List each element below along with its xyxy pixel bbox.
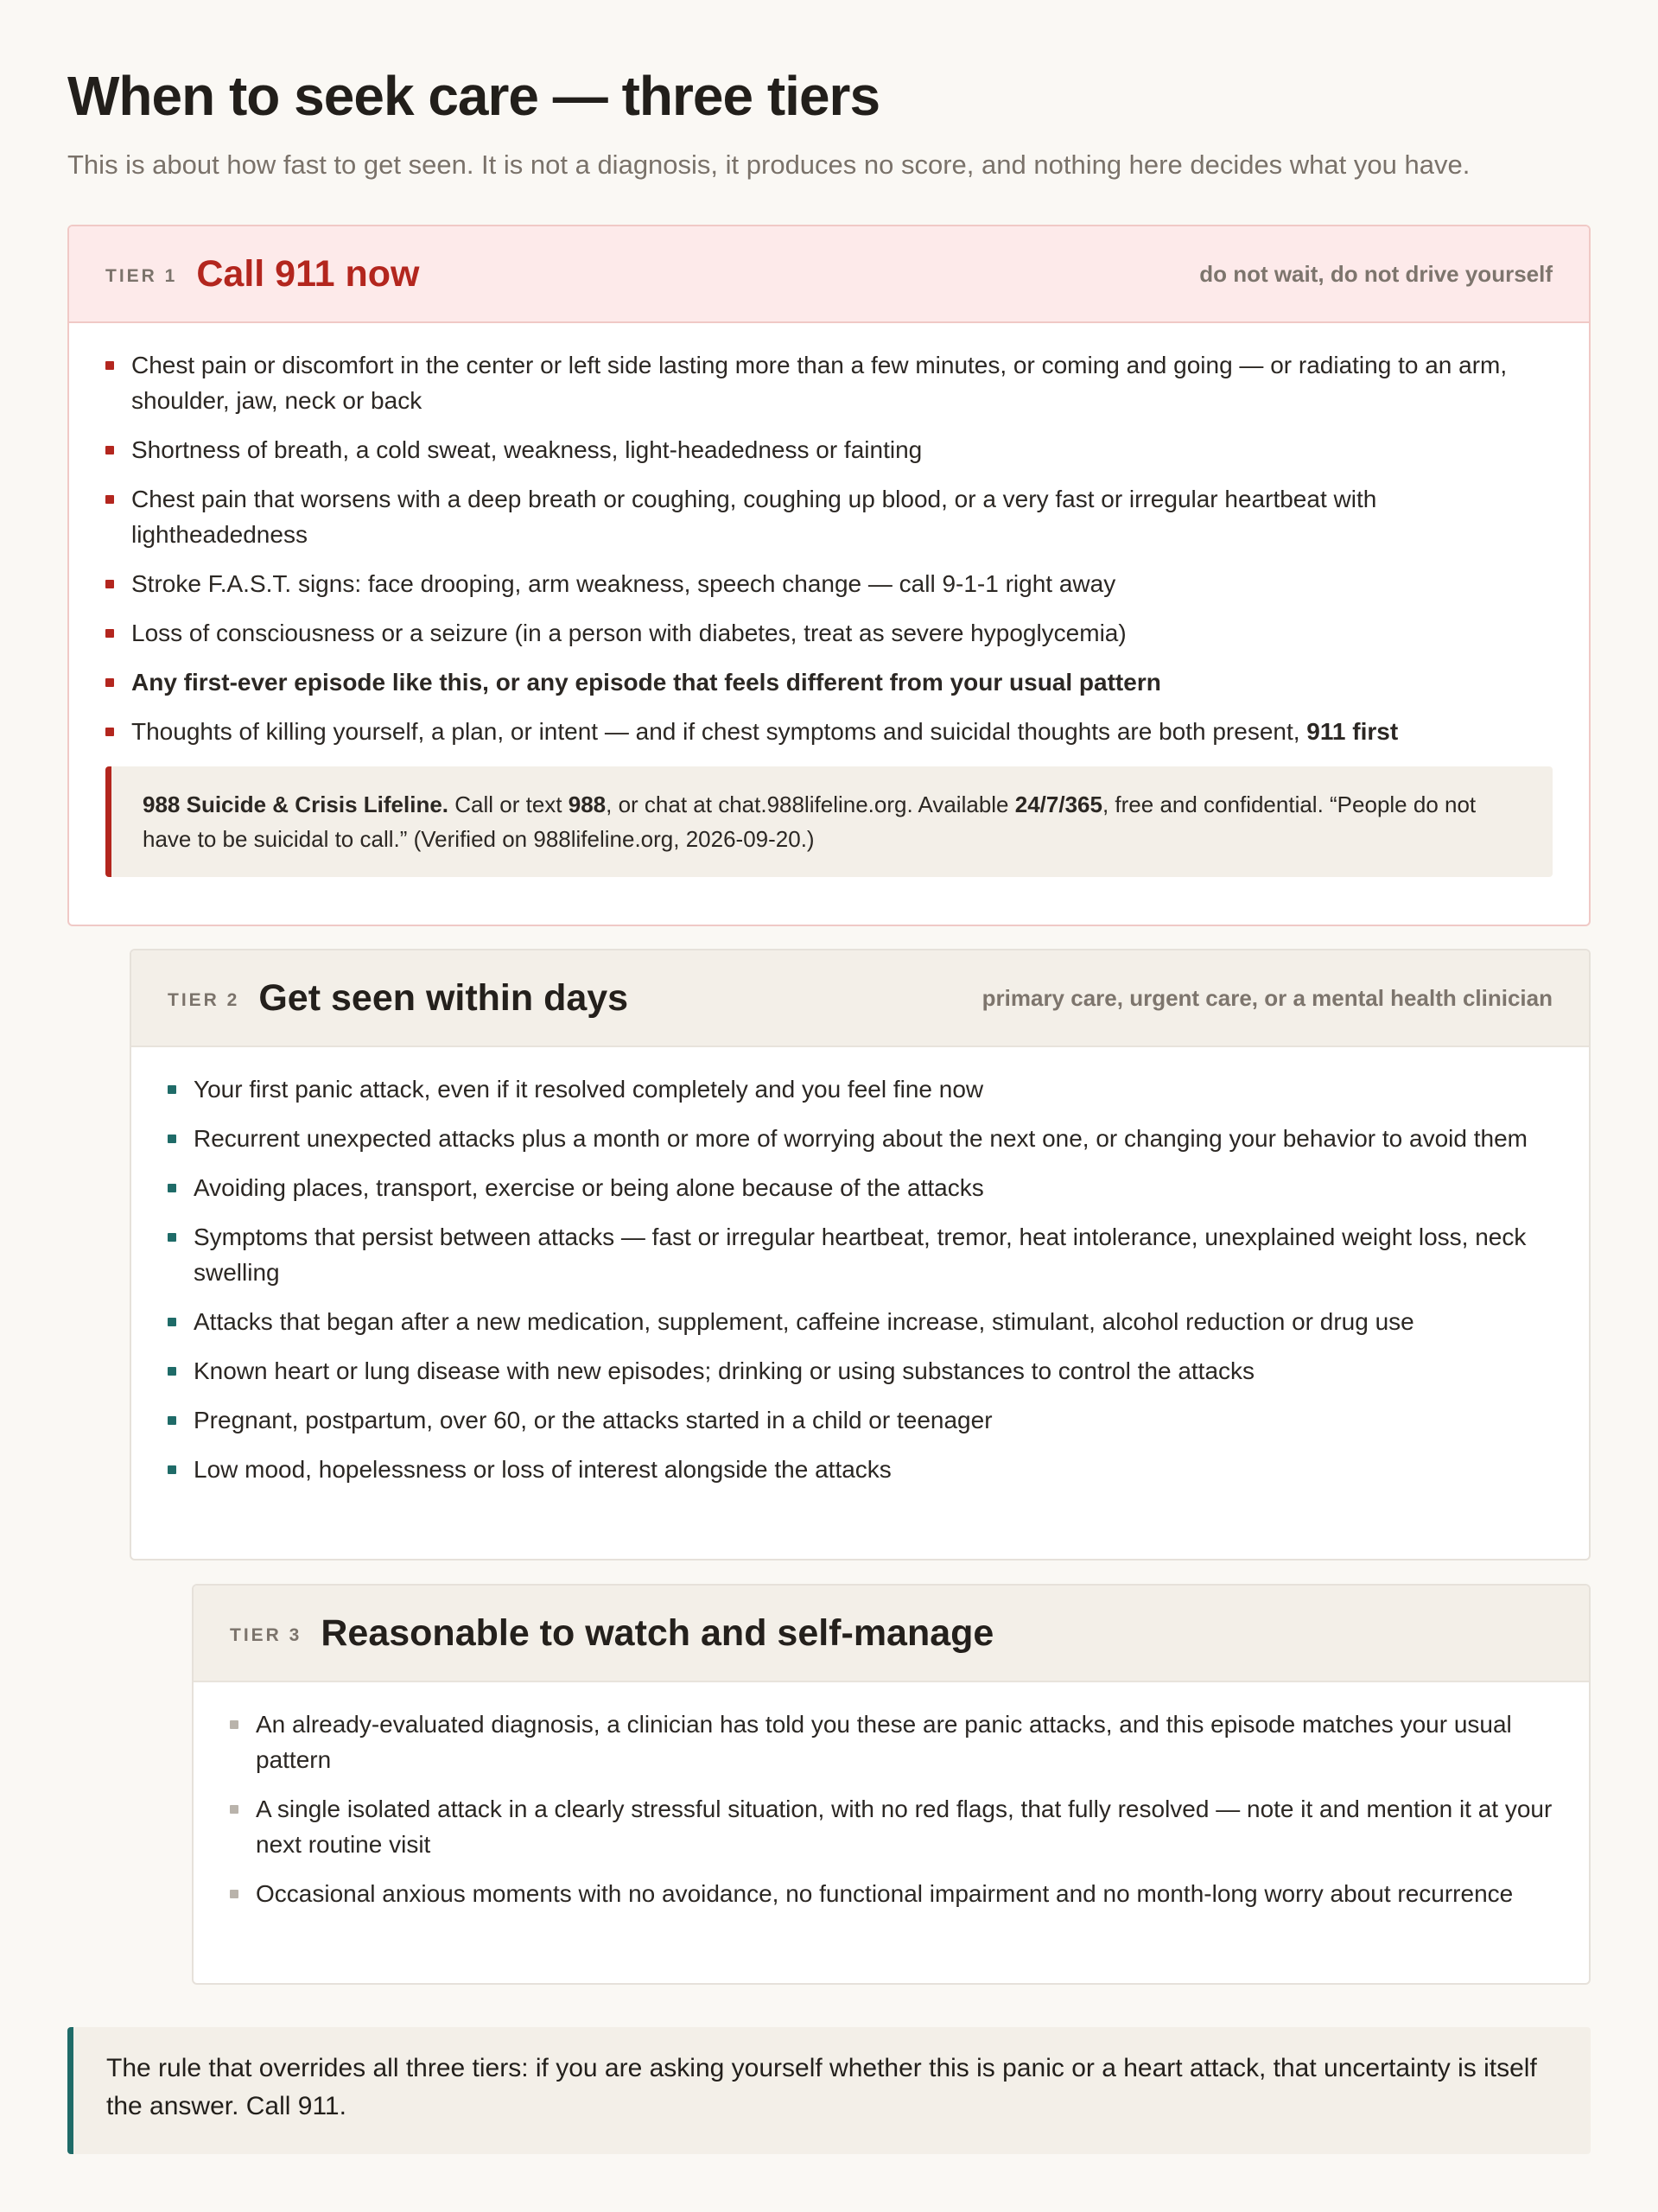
list-item: Any first-ever episode like this, or any episode that feels different from your usual pattern: [105, 664, 1553, 700]
list-item: Pregnant, postpartum, over 60, or the attacks started in a child or teenager: [168, 1402, 1553, 1438]
list-item: Thoughts of killing yourself, a plan, or intent — and if chest symptoms and suicidal thoughts are both present, 911 first: [105, 714, 1553, 749]
tier-2-title: Get seen within days: [258, 976, 629, 1019]
tier-2-header: [131, 950, 1589, 1047]
list-item: Loss of consciousness or a seizure (in a person with diabetes, treat as severe hypoglycemia): [105, 615, 1553, 651]
bullet-icon: [230, 1720, 238, 1729]
tier-2-card: [130, 949, 1591, 1560]
tier-2-list: [168, 1071, 1553, 1487]
tier-3-title: Reasonable to watch and self-manage: [321, 1611, 994, 1654]
tier-2-note: primary care, urgent care, or a mental health clinician: [981, 984, 1553, 1011]
tier-1-header: [69, 226, 1589, 323]
list-item: Avoiding places, transport, exercise or being alone because of the attacks: [168, 1170, 1553, 1205]
list-item: Stroke F.A.S.T. signs: face drooping, arm weakness, speech change — call 9-1-1 right away: [105, 566, 1553, 601]
page-subtitle: This is about how fast to get seen. It is not a diagnosis, it produces no score, and nothing here decides what you have.: [67, 149, 1471, 180]
bullet-icon: [105, 495, 114, 504]
list-item: Shortness of breath, a cold sweat, weakness, light-headedness or fainting: [105, 432, 1553, 467]
list-item: Attacks that began after a new medication, supplement, caffeine increase, stimulant, alcohol reduction or drug use: [168, 1304, 1553, 1339]
page-title: When to seek care — three tiers: [67, 65, 880, 127]
list-item: Occasional anxious moments with no avoidance, no functional impairment and no month-long worry about recurrence: [230, 1876, 1553, 1911]
tier-1-note: do not wait, do not drive yourself: [1199, 260, 1553, 287]
list-item: Low mood, hopelessness or loss of interest alongside the attacks: [168, 1452, 1553, 1487]
bullet-icon: [230, 1805, 238, 1814]
bullet-icon: [168, 1318, 176, 1326]
tier-2-body: [131, 1047, 1589, 1487]
bullet-icon: [168, 1416, 176, 1425]
tier-1-list: [105, 347, 1553, 749]
list-item: Chest pain or discomfort in the center or left side lasting more than a few minutes, or coming and going — or radiating to an arm, shoulder, jaw, neck or back: [105, 347, 1553, 418]
bullet-icon: [105, 629, 114, 638]
bullet-icon: [168, 1367, 176, 1376]
tier-3-list: [230, 1707, 1553, 1911]
list-item: Recurrent unexpected attacks plus a month or more of worrying about the next one, or changing your behavior to avoid them: [168, 1121, 1553, 1156]
lifeline-name: 988 Suicide & Crisis Lifeline.: [143, 791, 449, 817]
bullet-icon: [168, 1465, 176, 1474]
emphasis-911-first: 911 first: [1306, 718, 1399, 745]
list-item: A single isolated attack in a clearly stressful situation, with no red flags, that fully resolved — note it and mention it at your next routine visit: [230, 1791, 1553, 1862]
bullet-icon: [168, 1135, 176, 1143]
list-item: Your first panic attack, even if it resolved completely and you feel fine now: [168, 1071, 1553, 1107]
list-item: Chest pain that worsens with a deep breath or coughing, coughing up blood, or a very fast or irregular heartbeat with lightheadedness: [105, 481, 1553, 552]
tier-1-card: [67, 225, 1591, 926]
list-item: Symptoms that persist between attacks — fast or irregular heartbeat, tremor, heat intolerance, unexplained weight loss, neck swelling: [168, 1219, 1553, 1290]
lifeline-number: 988: [568, 791, 607, 817]
tier-1-tag: TIER 1: [105, 266, 178, 286]
bullet-icon: [105, 580, 114, 588]
override-rule-callout: The rule that overrides all three tiers: if you are asking yourself whether this is panic or a heart attack, that uncertainty is itself the answer. Call 911.: [67, 2027, 1591, 2154]
bullet-icon: [168, 1085, 176, 1094]
bullet-icon: [105, 361, 114, 370]
bullet-icon: [105, 728, 114, 736]
bullet-icon: [230, 1890, 238, 1898]
list-item: Known heart or lung disease with new episodes; drinking or using substances to control the attacks: [168, 1353, 1553, 1389]
tier-2-tag: TIER 2: [168, 990, 240, 1010]
tier-3-body: [194, 1682, 1589, 1911]
list-item: An already-evaluated diagnosis, a clinician has told you these are panic attacks, and this episode matches your usual pattern: [230, 1707, 1553, 1777]
bullet-icon: [168, 1184, 176, 1192]
tier-3-tag: TIER 3: [230, 1625, 302, 1645]
tier-3-card: [192, 1584, 1591, 1985]
bullet-icon: [105, 678, 114, 687]
tier-1-title: Call 911 now: [196, 252, 420, 295]
bullet-icon: [105, 446, 114, 454]
tier-1-body: [69, 323, 1589, 877]
bullet-icon: [168, 1233, 176, 1242]
lifeline-hours: 24/7/365: [1014, 791, 1102, 817]
crisis-lifeline-callout: 988 Suicide & Crisis Lifeline. Call or text 988, or chat at chat.988lifeline.org. Available 24/7/365, free and confidential. “People do not have to be suicidal to call.” (Verified on 988lifeline.org, 2026-09-20.): [105, 766, 1553, 877]
tier-3-header: [194, 1586, 1589, 1682]
